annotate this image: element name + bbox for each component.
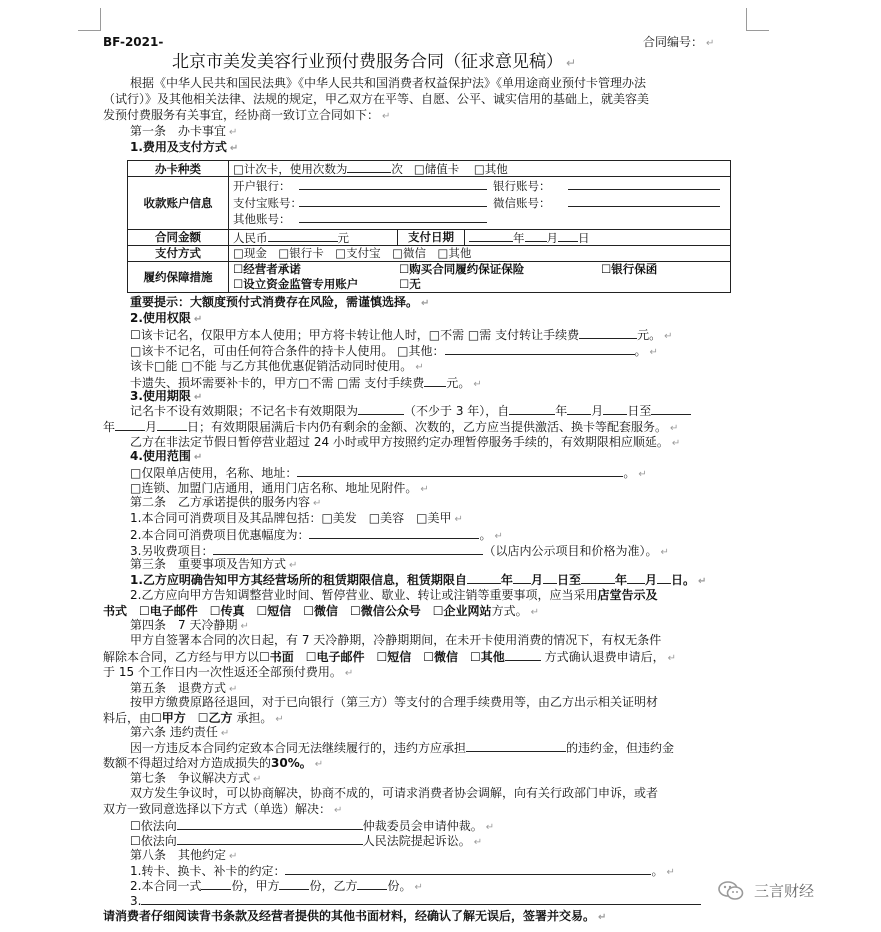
article-4-heading: 第四条 7 天冷静期 ↵ [130,618,249,632]
table-row [128,161,731,177]
payment-date-cell: 年 月 日 [465,229,731,245]
period-line-3: 乙方在非法定节假日暂停营业超过 24 小时或甲方按照约定办理暂停服务手续的，有效期限相应顺延。 ↵ [130,435,681,449]
rights-line-3: 该卡□能 □不能 与乙方其他优惠促销活动同时使用。 ↵ [130,359,424,373]
payment-date-label: 支付日期 [398,229,465,245]
scope-line-1: □仅限单店使用，名称、地址： 。 ↵ [130,466,647,480]
art7-line-2: 双方一致同意选择以下方式（单选）解决： ↵ [103,802,343,816]
risk-notice: 重要提示：大额度预付式消费存在风险，需谨慎选择。 ↵ [130,295,430,309]
wechat-icon [718,881,744,901]
card-type-label: 办卡种类 [128,161,229,177]
art6-line-2: 数额不得超过给对方造成损失的30%。 ↵ [103,756,324,770]
art6-line-1: 因一方违反本合同约定致本合同无法继续履行的，违约方应承担 的违约金，但违约金 [130,741,675,755]
footer-note: 请消费者仔细阅读背书条款及经营者提供的其他书面材料，经确认了解无误后，签署并交易。 ↵ [103,909,607,923]
article-2-heading: 第二条 乙方承诺提供的服务内容 ↵ [130,495,322,509]
fee-payment-heading: 1.费用及支付方式 ↵ [130,140,239,154]
article-5-heading: 第五条 退费方式 ↵ [130,681,238,695]
art2-line-3: 3.另收费项目： （以店内公示项目和价格为准）。 ↵ [130,544,669,558]
rights-line-1: ☐该卡记名，仅限甲方本人使用；甲方将卡转让他人时，□不需 □需 支付转让手续费 元。 ↵ [130,328,673,342]
doc-number: BF-2021- [103,35,164,49]
art2-line-2: 2.本合同可消费项目优惠幅度为： 。 ↵ [130,528,503,542]
crop-mark-top-right [746,8,769,31]
litigation-option[interactable]: ☐依法向 人民法院提起诉讼。 ↵ [130,834,483,848]
art8-line-3: 3. [130,893,701,908]
article-1-heading: 第一条 办卡事宜 ↵ [130,124,238,138]
rights-line-4: 卡遗失、损坏需要补卡的，甲方□不需 □需 支付手续费 元。 ↵ [130,376,482,390]
intro-line-3: 发预付费服务有关事宜，经协商一致订立合同如下： ↵ [103,108,391,122]
article-3-heading: 第三条 重要事项及告知方式 ↵ [130,557,298,571]
guarantee-cell [229,261,731,292]
period-line-2: 年 月 日；有效期限届满后卡内仍有剩余的金额、次数的，乙方应当提供激活、换卡等配套服务。 ↵ [103,420,679,434]
art5-line-2: 料后，由☐甲方 ☐乙方 承担。 ↵ [103,711,284,725]
art3-line-2: 2.乙方应向甲方告知调整营业时间、暂停营业、歇业、转让或注销等重要事项，应当采用店堂告示及 [130,588,658,602]
art3-line-1: 1.乙方应明确告知甲方其经营场所的租赁期限信息，租赁期限自 年 月 日至 年 月 日。 ↵ [130,573,707,587]
guarantee-escrow-option[interactable]: ☐设立资金监管专用账户 [233,276,359,291]
scope-line-2: □连锁、加盟门店通用，通用门店名称、地址见附件。 ↵ [130,481,429,495]
arbitration-option[interactable]: ☐依法向 仲裁委员会申请仲裁。 ↵ [130,819,495,833]
art8-line-1: 1.转卡、换卡、补卡的约定： 。 ↵ [130,864,675,878]
watermark [718,880,814,901]
table-row [128,245,731,261]
rights-line-2: □该卡不记名，可由任何符合条件的持卡人使用。 □其他： 。 ↵ [130,344,658,358]
intro-line-1: 根据《中华人民共和国民法典》《中华人民共和国消费者权益保护法》《单用途商业预付卡管理办法 [130,76,647,90]
other-card-option[interactable]: □其他 [473,162,508,176]
usage-rights-heading: 2.使用权限 ↵ [130,311,203,325]
card-type-cell: □计次卡，使用次数为 次 □储值卡 □其他 [229,161,731,177]
article-6-heading: 第六条 违约责任 ↵ [130,725,230,739]
art3-line-3: 书式 ☐电子邮件 ☐传真 ☐短信 ☐微信 ☐微信公众号 ☐企业网站方式。 ↵ [103,604,539,618]
usage-period-heading: 3.使用期限 ↵ [130,389,203,403]
guarantee-insurance-option[interactable]: ☐购买合同履约保证保险 [399,261,525,276]
guarantee-label: 履约保障措施 [128,261,229,292]
contract-amount-label: 合同金额 [128,229,229,245]
contract-number-label: 合同编号： ↵ [643,35,715,49]
stored-value-card-option[interactable]: □储值卡 [413,162,460,176]
payment-method-label: 支付方式 [128,245,229,261]
payment-method-options[interactable]: □现金 □银行卡 □支付宝 □微信 □其他 [229,245,731,261]
art2-line-1: 1.本合同可消费项目及其品牌包括：□美发 □美容 □美甲 ↵ [130,511,463,525]
contract-amount-cell: 人民币 元 [229,229,398,245]
account-info-cell: 开户银行： 银行账号： 支付宝账号： 微信账号： 其他账号： [229,177,731,230]
usage-scope-heading: 4.使用范围 ↵ [130,449,203,463]
card-info-table [127,160,731,293]
art5-line-1: 按甲方缴费原路径退回，对于已向银行（第三方）等支付的合理手续费用等，由乙方出示相关证明材 [130,695,659,709]
period-line-1: 记名卡不设有效期限；不记名卡有效期限为 （不少于 3 年），自 年 月 日至 [130,403,691,418]
intro-line-2: （试行）》及其他相关法律、法规的规定，甲乙双方在平等、自愿、公平、诚实信用的基础上，就美容美 [103,92,650,106]
article-7-heading: 第七条 争议解决方式 ↵ [130,771,262,785]
table-row [128,229,731,245]
table-row [128,177,731,230]
account-info-label: 收款账户信息 [128,177,229,230]
contract-title: 北京市美发美容行业预付费服务合同（征求意见稿） ↵ [172,52,577,72]
table-row [128,261,731,292]
art7-line-1: 双方发生争议时，可以协商解决，协商不成的，可请求消费者协会调解，向有关行政部门申诉，或者 [130,786,659,800]
art4-line-1: 甲方自签署本合同的次日起，有 7 天冷静期，冷静期期间，在未开卡使用消费的情况下，有权无条件 [130,633,662,647]
crop-mark-top-left [78,8,101,31]
guarantee-bank-option[interactable]: ☐银行保函 [601,261,658,276]
art4-line-3: 于 15 个工作日内一次性返还全部预付费用。 ↵ [103,665,354,679]
watermark-text: 三言财经 [754,882,815,900]
guarantee-none-option[interactable]: ☐无 [399,276,421,291]
guarantee-promise-option[interactable]: ☐经营者承诺 [233,261,301,276]
art4-line-2: 解除本合同，乙方经与甲方以☐书面 ☐电子邮件 ☐短信 ☐微信 ☐其他 方式确认退费申请后， ↵ [103,650,677,664]
article-8-heading: 第八条 其他约定 ↵ [130,848,238,862]
art8-line-2: 2.本合同一式 份，甲方 份，乙方 份。 ↵ [130,879,423,893]
